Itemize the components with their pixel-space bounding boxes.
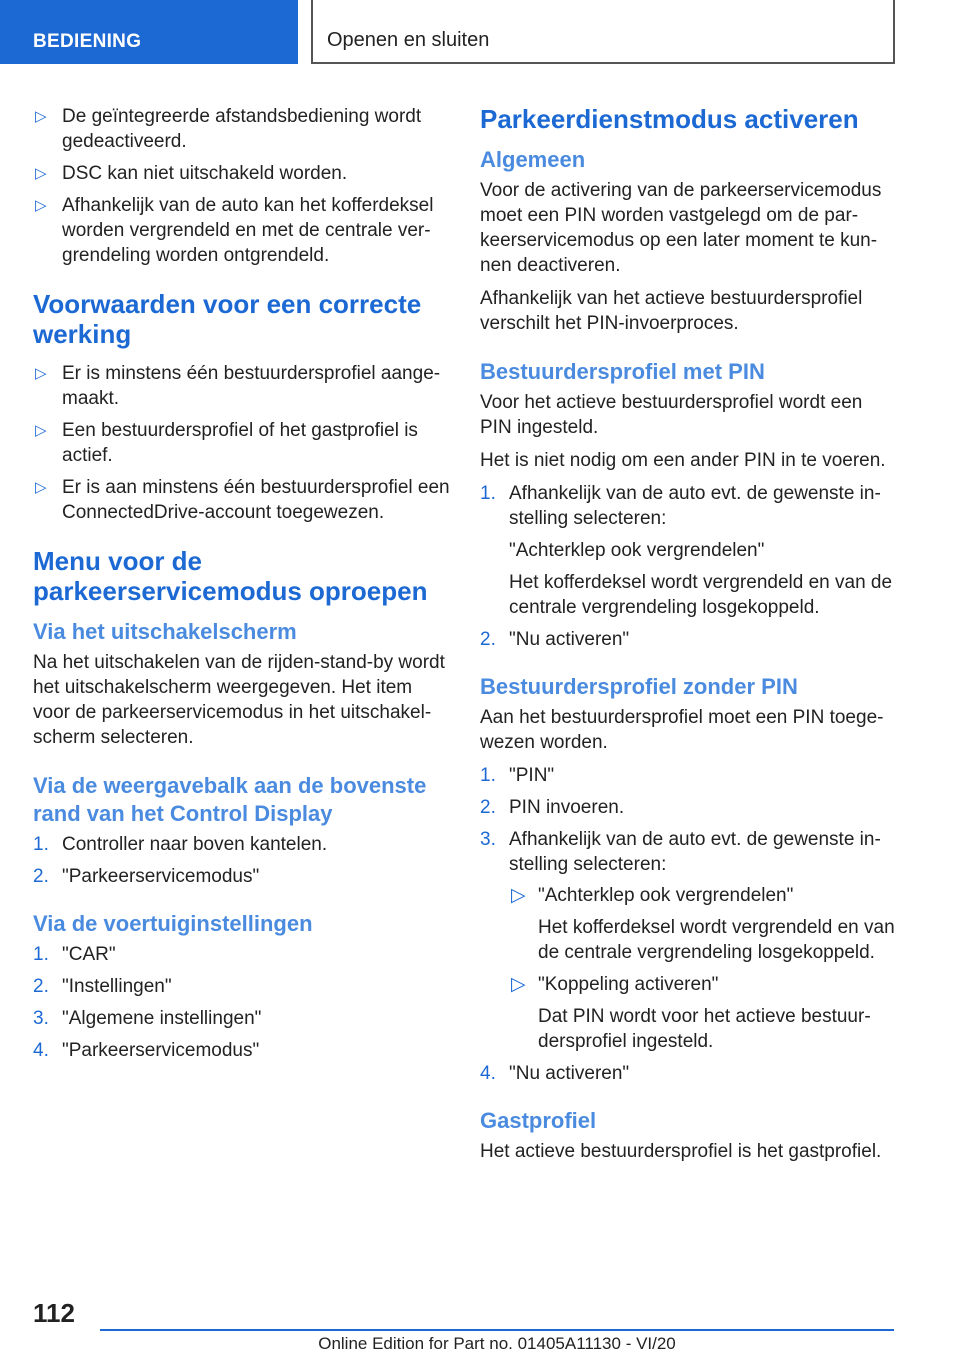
general-text-2: Afhankelijk van het actieve bestuurdersprofiel verschilt het PIN-invoerproces. [480, 288, 863, 334]
left-column [33, 104, 451, 1070]
without-pin-heading: Bestuurdersprofiel zonder PIN [480, 674, 798, 699]
list-item: ▷ "Achterklep ook vergrendelen" Het kofferdeksel wordt vergrendeld en van de centrale vergrendeling losgekoppeld. [511, 885, 895, 963]
list-item: 2. PIN invoeren. [480, 797, 625, 818]
with-pin-heading: Bestuurdersprofiel met PIN [480, 359, 765, 384]
triangle-bullet-icon: ▷ [35, 197, 47, 214]
list-item: ▷ Afhankelijk van de auto kan het kofferdeksel worden vergrendeld en met de centrale vergrendeling worden ontgrendeld. [35, 195, 434, 266]
intro-bullet-list [33, 104, 451, 268]
triangle-bullet-icon: ▷ [511, 885, 526, 906]
triangle-bullet-icon: ▷ [35, 479, 47, 496]
without-pin-text: Aan het bestuurdersprofiel moet een PIN toegewezen worden. [480, 707, 884, 753]
general-text-1: Voor de activering van de parkeerservicemodus moet een PIN worden vastgelegd om de parkeerservicemodus op een later moment te kunnen deactiveren. [480, 180, 882, 276]
general-heading: Algemeen [480, 147, 586, 172]
sub-bullet-list [509, 883, 898, 1054]
footer-edition: Online Edition for Part no. 01405A11130 - VI/20 [318, 1334, 676, 1353]
via-switchoff-text: Na het uitschakelen van de rijden-stand-by wordt het uitschakelscherm weergegeven. Het item voor de parkeerservicemodus in het uitschakelscherm selecteren. [33, 652, 445, 748]
conditions-heading: Voorwaarden voor een correcte werking [33, 289, 422, 349]
list-item: 2. "Parkeerservicemodus" [33, 866, 260, 887]
list-item: ▷ Een bestuurdersprofiel of het gastprofiel is actief. [35, 420, 418, 466]
page-number: 112 [33, 1298, 75, 1328]
list-item: ▷ "Koppeling activeren" Dat PIN wordt voor het actieve bestuurdersprofiel ingesteld. [511, 974, 871, 1052]
list-item: 1. "CAR" [33, 944, 116, 965]
without-pin-steps [480, 763, 898, 1086]
section-title: BEDIENING [33, 31, 142, 52]
list-item: 3. Afhankelijk van de auto evt. de gewenste instelling selecteren: ▷ "Achterklep ook vergrendelen" Het kofferdeksel wordt vergrendeld en van de centrale vergrendeling losgekoppeld. ▷ "Koppeling activeren" Dat PIN wordt voor het actieve bestuurdersprofiel ingesteld. [480, 827, 898, 1054]
list-item: 2. "Instellingen" [33, 976, 172, 997]
triangle-bullet-icon: ▷ [35, 165, 47, 182]
footer-divider [100, 1329, 894, 1331]
list-item: 3. "Algemene instellingen" [33, 1008, 262, 1029]
chapter-title: Openen en sluiten [327, 29, 490, 51]
list-item: ▷ Er is aan minstens één bestuurdersprofiel een ConnectedDrive-account toegewezen. [35, 477, 450, 523]
triangle-bullet-icon: ▷ [511, 974, 526, 995]
list-item: ▷ DSC kan niet uitschakeld worden. [35, 163, 348, 184]
list-item: 1. "PIN" [480, 765, 555, 786]
with-pin-steps [480, 481, 898, 652]
right-column [480, 104, 898, 1172]
chapter-tab [311, 0, 895, 64]
via-bar-heading: Via de weergavebalk aan de bovenste rand van het Control Display [33, 773, 427, 826]
section-tab [0, 0, 298, 64]
with-pin-text-1: Voor het actieve bestuurdersprofiel wordt een PIN ingesteld. [480, 392, 863, 438]
guest-heading: Gastprofiel [480, 1108, 597, 1133]
triangle-bullet-icon: ▷ [35, 108, 47, 125]
list-item: 4. "Nu activeren" [480, 1063, 630, 1084]
via-vehicle-steps [33, 942, 451, 1063]
via-vehicle-heading: Via de voertuiginstellingen [33, 911, 313, 936]
via-bar-steps [33, 832, 451, 889]
conditions-bullet-list [33, 361, 451, 525]
list-item: 1. Afhankelijk van de auto evt. de gewenste instelling selecteren: "Achterklep ook vergrendelen" Het kofferdeksel wordt vergrendeld en van de centrale vergrendeling losgekoppeld. [480, 483, 893, 618]
guest-text: Het actieve bestuurdersprofiel is het gastprofiel. [480, 1141, 882, 1162]
menu-heading: Menu voor de parkeerservicemodus oproepen [33, 546, 428, 606]
with-pin-text-2: Het is niet nodig om een ander PIN in te voeren. [480, 450, 886, 471]
list-item: ▷ De geïntegreerde afstandsbediening wordt gedeactiveerd. [35, 106, 422, 152]
list-item: 2. "Nu activeren" [480, 629, 630, 650]
activate-heading: Parkeerdienstmodus activeren [480, 104, 859, 134]
triangle-bullet-icon: ▷ [35, 365, 47, 382]
list-item: 4. "Parkeerservicemodus" [33, 1040, 260, 1061]
via-switchoff-heading: Via het uitschakelscherm [33, 619, 297, 644]
triangle-bullet-icon: ▷ [35, 422, 47, 439]
list-item: ▷ Er is minstens één bestuurdersprofiel aangemaakt. [35, 363, 441, 409]
list-item: 1. Controller naar boven kantelen. [33, 834, 328, 855]
